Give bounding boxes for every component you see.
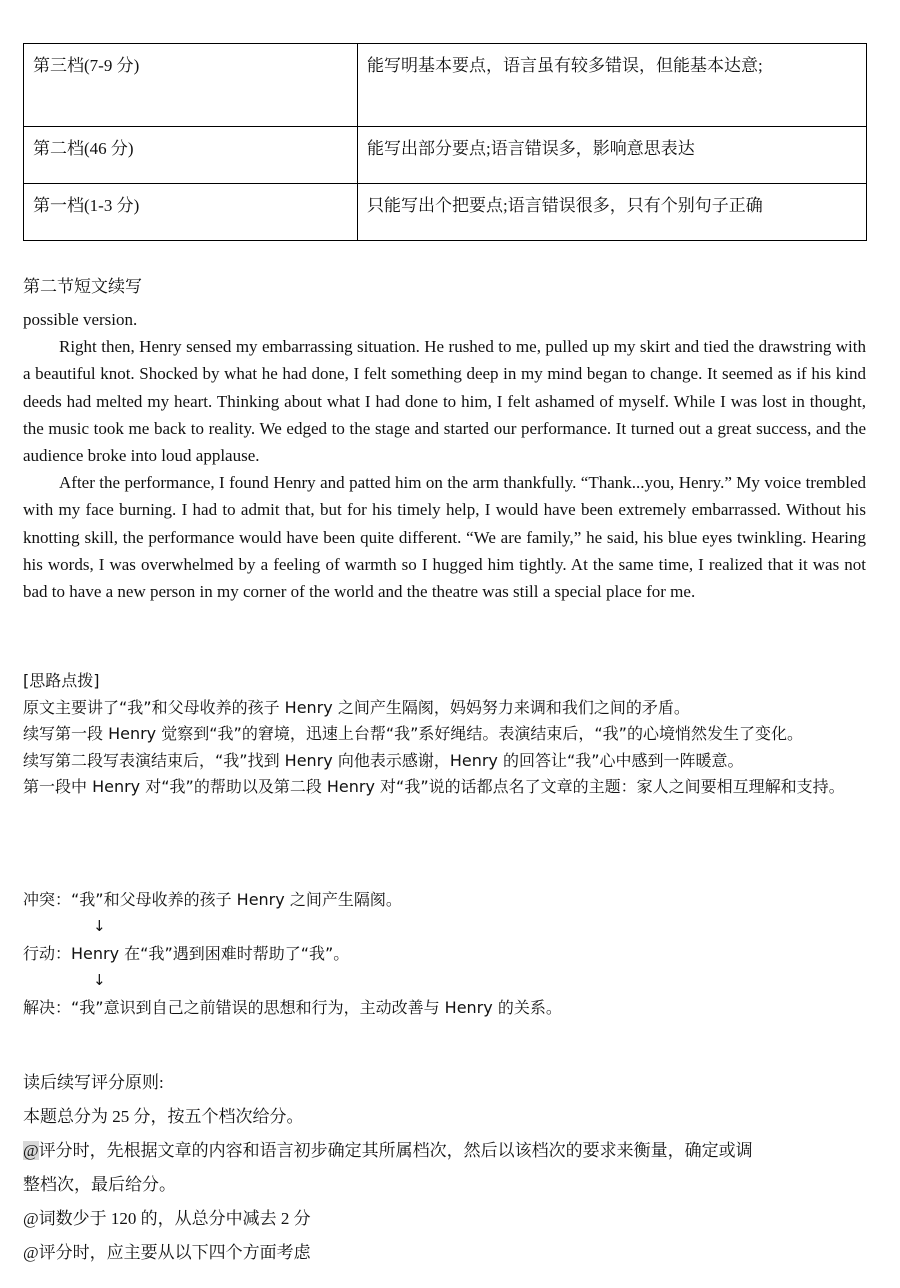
grade-table bbox=[23, 43, 867, 241]
flow-action: 行动：Henry 在“我”遇到困难时帮助了“我”。 bbox=[23, 944, 350, 963]
grade-level-cell: 第三档(7-9 分) bbox=[24, 44, 358, 127]
scoring-rule-1-text: 评分时，先根据文章的内容和语言初步确定其所属档次，然后以该档次的要求来衡量，确定或调 bbox=[38, 1141, 753, 1160]
flow-resolution: 解决：“我”意识到自己之前错误的思想和行为，主动改善与 Henry 的关系。 bbox=[23, 998, 562, 1017]
scoring-title: 读后续写评分原则: bbox=[23, 1073, 164, 1092]
at-mark: @ bbox=[23, 1141, 39, 1160]
essay-paragraph-1: Right then, Henry sensed my embarrassing situation. He rushed to me, pulled up my skirt and tied the drawstring with a beautiful knot. Shocked by what he had done, I felt something deep in my mind began to change. It seemed as if his kind deeds had melted my heart. Thinking about what I had done to him, I felt ashamed of myself. While I was lost in thought, the music took me back to reality. We edged to the stage and started our performance. It turned out a great success, and the audience broke into loud applause. bbox=[23, 337, 866, 466]
grade-description-cell: 只能写出个把要点;语言错误很多，只有个别句子正确 bbox=[358, 184, 867, 241]
scoring-rule-1-continued: 整档次，最后给分。 bbox=[23, 1175, 176, 1194]
table-row bbox=[24, 184, 867, 241]
analysis-section bbox=[23, 668, 866, 801]
grade-description-cell: 能写明基本要点，语言虽有较多错误，但能基本达意; bbox=[358, 44, 867, 127]
scoring-total: 本题总分为 25 分，按五个档次给分。 bbox=[23, 1107, 304, 1126]
analysis-line: 续写第二段写表演结束后，“我”找到 Henry 向他表示感谢，Henry 的回答让“我”心中感到一阵暖意。 bbox=[23, 750, 744, 770]
analysis-title: [思路点拨] bbox=[23, 671, 100, 690]
down-arrow-icon: ↓ bbox=[93, 971, 106, 989]
analysis-line: 第一段中 Henry 对“我”的帮助以及第二段 Henry 对“我”说的话都点名了文章的主题：家人之间要相互理解和支持。 bbox=[23, 777, 845, 796]
grade-level-cell: 第一档(1-3 分) bbox=[24, 184, 358, 241]
analysis-line: 原文主要讲了“我”和父母收养的孩子 Henry 之间产生隔阂，妈妈努力来调和我们之间的矛盾。 bbox=[23, 697, 690, 717]
table-row bbox=[24, 127, 867, 184]
essay-paragraph-2: After the performance, I found Henry and patted him on the arm thankfully. “Thank...you, Henry.” My voice trembled with my face burning. I had to admit that, but for his timely help, I would have been extremely embarrassed. Without his knotting skill, the performance would have been quite different. “We are family,” he said, his blue eyes twinkling. Hearing his words, I was overwhelmed by a feeling of warmth so I hugged him tightly. At the same time, I realized that it was not bad to have a new person in my corner of the world and the theatre was still a special place for me. bbox=[23, 473, 866, 602]
scoring-rule-2: @词数少于 120 的，从总分中减去 2 分 bbox=[23, 1209, 311, 1228]
flow-conflict: 冲突：“我”和父母收养的孩子 Henry 之间产生隔阂。 bbox=[23, 890, 402, 909]
plot-flow bbox=[23, 886, 866, 1021]
down-arrow-icon: ↓ bbox=[93, 917, 106, 935]
analysis-line: 续写第一段 Henry 觉察到“我”的窘境，迅速上台帮“我”系好绳结。表演结束后，“我”的心境悄然发生了变化。 bbox=[23, 724, 803, 743]
scoring-rule-3: @评分时，应主要从以下四个方面考虑 bbox=[23, 1243, 311, 1262]
table-row bbox=[24, 44, 867, 127]
scoring-rules bbox=[23, 1066, 866, 1270]
scoring-rule-1 bbox=[23, 1134, 866, 1168]
section-title: 第二节短文续写 bbox=[23, 277, 142, 296]
sample-essay bbox=[23, 306, 866, 605]
version-label: possible version. bbox=[23, 310, 138, 329]
grade-description-cell: 能写出部分要点;语言错误多，影响意思表达 bbox=[358, 127, 867, 184]
grade-level-cell: 第二档(46 分) bbox=[24, 127, 358, 184]
